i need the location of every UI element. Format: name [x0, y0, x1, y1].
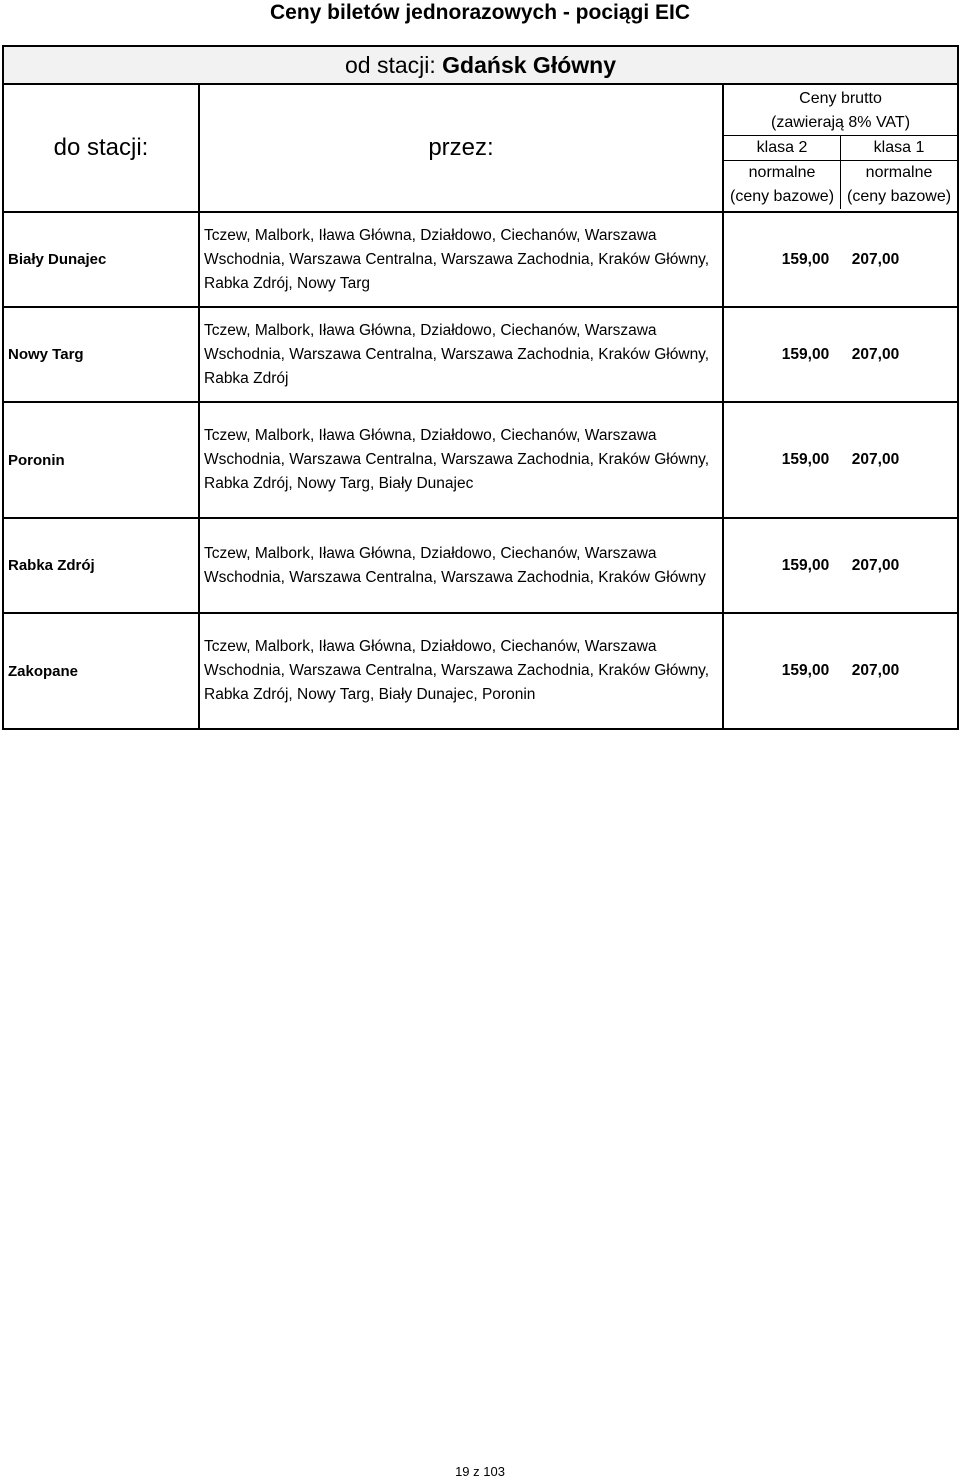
- table-row: [3, 402, 958, 518]
- class2-price: 159,00: [781, 345, 830, 363]
- class-header-row: [724, 135, 957, 160]
- via-cell: Tczew, Malbork, Iława Główna, Działdowo, Ciechanów, Warszawa Wschodnia, Warszawa Centralna, Warszawa Zachodnia, Kraków Główny, Rabka Zdrój, Nowy Targ, Biały Dunajec, Poronin: [199, 613, 723, 729]
- fare-type-row: [724, 160, 957, 209]
- destination-cell: Nowy Targ: [3, 307, 199, 402]
- origin-label: od stacji:: [345, 51, 436, 78]
- class1-price: 207,00: [851, 345, 900, 363]
- page-number: 19 z 103: [455, 1464, 505, 1479]
- destination-cell: Poronin: [3, 402, 199, 518]
- via-cell: Tczew, Malbork, Iława Główna, Działdowo, Ciechanów, Warszawa Wschodnia, Warszawa Centralna, Warszawa Zachodnia, Kraków Główny: [199, 518, 723, 613]
- class1-fare-type: [840, 161, 957, 209]
- header-row: [3, 84, 958, 212]
- class2-price: 159,00: [781, 451, 830, 468]
- table-row: [3, 212, 958, 307]
- price-cell: [723, 613, 958, 729]
- class1-price: 207,00: [851, 250, 900, 268]
- fares-table: [2, 45, 959, 730]
- destination-cell: Zakopane: [3, 613, 199, 729]
- destination-header: do stacji:: [3, 84, 199, 212]
- via-header: przez:: [199, 84, 723, 212]
- table-row: [3, 307, 958, 402]
- origin-station: Gdańsk Główny: [442, 51, 616, 78]
- prices-header: [723, 84, 958, 212]
- destination-cell: Rabka Zdrój: [3, 518, 199, 613]
- table-row: [3, 518, 958, 613]
- table-row: [3, 613, 958, 729]
- origin-cell: [3, 46, 958, 84]
- class1-price: 207,00: [851, 556, 900, 574]
- price-cell: [723, 518, 958, 613]
- class2-price: 159,00: [781, 556, 830, 574]
- price-cell: [723, 307, 958, 402]
- class1-price: 207,00: [851, 451, 900, 468]
- prices-title-line1: Ceny brutto: [799, 90, 882, 107]
- fare-type-line2: (ceny bazowe): [847, 188, 952, 205]
- price-cell: [723, 402, 958, 518]
- class1-price: 207,00: [851, 662, 900, 679]
- fare-type-line2: (ceny bazowe): [729, 188, 835, 205]
- class2-fare-type: [724, 161, 840, 209]
- fare-type-line1: normalne: [748, 164, 816, 181]
- fare-type-line1: normalne: [865, 164, 933, 181]
- via-cell: Tczew, Malbork, Iława Główna, Działdowo, Ciechanów, Warszawa Wschodnia, Warszawa Centralna, Warszawa Zachodnia, Kraków Główny, Rabka Zdrój, Nowy Targ: [199, 212, 723, 307]
- destination-cell: Biały Dunajec: [3, 212, 199, 307]
- via-cell: Tczew, Malbork, Iława Główna, Działdowo, Ciechanów, Warszawa Wschodnia, Warszawa Centralna, Warszawa Zachodnia, Kraków Główny, Rabka Zdrój: [199, 307, 723, 402]
- price-cell: [723, 212, 958, 307]
- class2-price: 159,00: [781, 250, 830, 268]
- class1-header: klasa 1: [840, 136, 957, 160]
- origin-row: [3, 46, 958, 84]
- page-title: Ceny biletów jednorazowych - pociągi EIC: [269, 1, 691, 24]
- prices-title-line2: (zawierają 8% VAT): [771, 114, 911, 131]
- via-cell: Tczew, Malbork, Iława Główna, Działdowo, Ciechanów, Warszawa Wschodnia, Warszawa Centralna, Warszawa Zachodnia, Kraków Główny, Rabka Zdrój, Nowy Targ, Biały Dunajec: [199, 402, 723, 518]
- class2-price: 159,00: [781, 662, 830, 679]
- class2-header: klasa 2: [756, 139, 808, 156]
